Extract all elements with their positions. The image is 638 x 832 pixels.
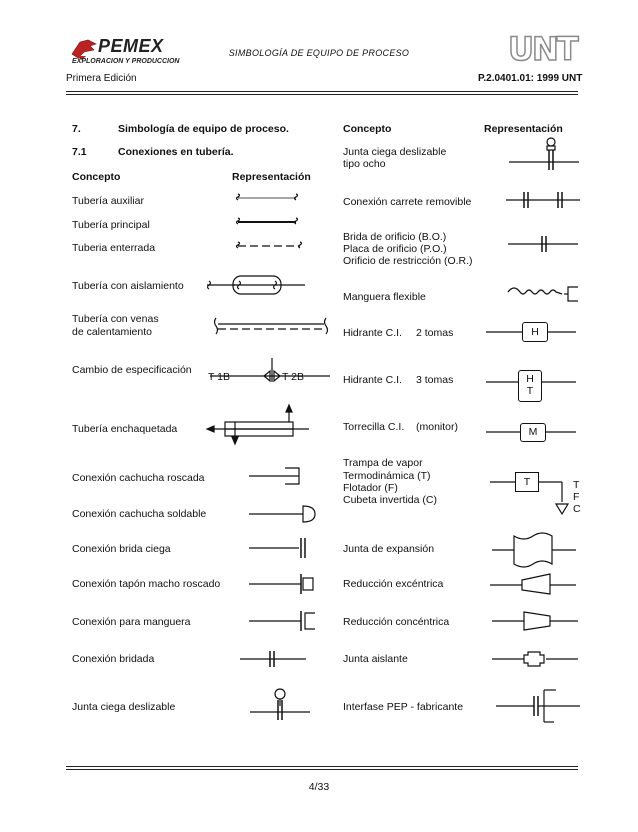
symbol-jacketed-pipe — [205, 404, 315, 444]
symbol-threaded-plug — [245, 572, 325, 596]
concept-expansion-joint: Junta de expansión — [343, 543, 435, 555]
page-number: 4/33 — [308, 781, 330, 793]
concept-auxiliary-pipe: Tubería auxiliar — [72, 195, 144, 207]
symbol-threaded-cap — [245, 464, 315, 488]
concept-steam-trap-c: Cubeta invertida (C) — [343, 494, 437, 506]
concept-buried-pipe: Tuberia enterrada — [72, 242, 156, 254]
concept-threaded-plug: Conexión tapón macho roscado — [72, 578, 221, 590]
symbol-expansion-joint — [490, 532, 582, 568]
symbol-insulated-pipe — [205, 272, 315, 298]
symbol-removable-spool — [502, 188, 584, 212]
concept-flexible-hose: Manguera flexible — [343, 291, 426, 303]
concept-hydrant-3-takes: 3 tomas — [416, 374, 454, 386]
hydrant-3-box-bottom: T — [526, 385, 534, 397]
concept-restriction-orifice: Orificio de restricción (O.R.) — [343, 255, 473, 267]
subsection-number: 7.1 — [72, 146, 87, 158]
edition-label: Primera Edición — [66, 73, 137, 84]
symbol-buried-pipe — [230, 238, 310, 254]
symbol-insulating-joint — [490, 646, 582, 672]
concept-orifice-flange: Brida de orificio (B.O.) — [343, 231, 447, 243]
concept-figure-eight-blind-2: tipo ocho — [343, 158, 386, 170]
concept-heat-traced-pipe: Tubería con venas — [72, 313, 159, 325]
section-title: Simbología de equipo de proceso. — [118, 123, 289, 135]
symbol-main-pipe — [230, 214, 310, 230]
spec-left-label: T 1B — [208, 371, 230, 383]
trap-letter-c: C — [573, 503, 581, 515]
right-col-concept-header: Concepto — [343, 123, 392, 135]
concept-heat-traced-pipe-2: de calentamiento — [72, 326, 152, 338]
concept-eccentric-reducer: Reducción excéntrica — [343, 578, 444, 590]
symbol-heat-traced-pipe — [210, 314, 340, 336]
concept-removable-spool: Conexión carrete removible — [343, 196, 472, 208]
document-title: SIMBOLOGÍA DE EQUIPO DE PROCESO — [228, 48, 410, 58]
header-rule-2 — [66, 94, 578, 95]
concept-slip-blind: Junta ciega deslizable — [72, 701, 176, 713]
concept-steam-trap-t: Termodinámica (T) — [343, 470, 431, 482]
monitor-box: M — [520, 423, 546, 442]
symbol-eccentric-reducer — [488, 572, 580, 598]
pemex-wordmark: PEMEX — [98, 36, 164, 56]
concept-orifice-plate: Placa de orificio (P.O.) — [343, 243, 447, 255]
concept-welded-cap: Conexión cachucha soldable — [72, 508, 207, 520]
symbol-orifice-flange — [506, 232, 582, 256]
unt-logo: UNT — [508, 30, 577, 68]
concept-monitor-2: (monitor) — [416, 421, 459, 433]
subsection-title: Conexiones en tubería. — [118, 146, 234, 158]
symbol-auxiliary-pipe — [230, 190, 310, 206]
concept-threaded-cap: Conexión cachucha roscada — [72, 472, 205, 484]
document-code: P.2.0401.01: 1999 UNT — [478, 73, 583, 84]
hydrant-2-box: H — [522, 322, 548, 342]
concept-concentric-reducer: Reducción concéntrica — [343, 616, 450, 628]
concept-main-pipe: Tubería principal — [72, 219, 150, 231]
left-col-rep-header: Representación — [232, 171, 311, 183]
section-number: 7. — [72, 123, 81, 135]
symbol-concentric-reducer — [490, 608, 582, 634]
concept-spec-change: Cambio de especificación — [72, 364, 192, 376]
hydrant-3-box — [518, 370, 542, 402]
trap-letter-t: T — [573, 479, 580, 491]
pemex-subtitle: EXPLORACION Y PRODUCCION — [72, 58, 180, 65]
concept-hydrant-3: Hidrante C.I. — [343, 374, 402, 386]
left-col-concept-header: Concepto — [72, 171, 121, 183]
symbol-flanged-connection — [236, 647, 316, 671]
symbol-figure-eight-blind — [505, 136, 585, 172]
concept-jacketed-pipe: Tubería enchaquetada — [72, 423, 178, 435]
steam-trap-box: T — [515, 472, 539, 492]
symbol-hose-connection — [245, 608, 325, 634]
concept-steam-trap-f: Flotador (F) — [343, 482, 398, 494]
symbol-blind-flange — [245, 536, 315, 560]
symbol-pep-interface — [494, 688, 586, 724]
concept-hydrant-2: Hidrante C.I. — [343, 327, 402, 339]
hydrant-3-box-top: H — [526, 373, 534, 385]
concept-hose-connection: Conexión para manguera — [72, 616, 191, 628]
symbol-flexible-hose — [506, 282, 582, 306]
concept-flanged-connection: Conexión bridada — [72, 653, 155, 665]
concept-hydrant-2-takes: 2 tomas — [416, 327, 454, 339]
spec-right-label: T 2B — [282, 371, 304, 383]
concept-pep-interface: Interfase PEP - fabricante — [343, 701, 464, 713]
concept-steam-trap: Trampa de vapor — [343, 457, 423, 469]
footer-rule — [66, 766, 578, 767]
concept-figure-eight-blind: Junta ciega deslizable — [343, 146, 447, 158]
concept-insulating-joint: Junta aislante — [343, 653, 408, 665]
footer-rule-2 — [66, 769, 578, 770]
right-col-rep-header: Representación — [484, 123, 563, 135]
concept-blind-flange: Conexión brida ciega — [72, 543, 171, 555]
header-rule — [66, 91, 578, 92]
concept-monitor: Torrecilla C.I. — [343, 421, 405, 433]
symbol-slip-blind — [246, 686, 316, 722]
symbol-welded-cap — [245, 502, 325, 526]
concept-insulated-pipe: Tubería con aislamiento — [72, 280, 184, 292]
trap-letter-f: F — [573, 491, 580, 503]
